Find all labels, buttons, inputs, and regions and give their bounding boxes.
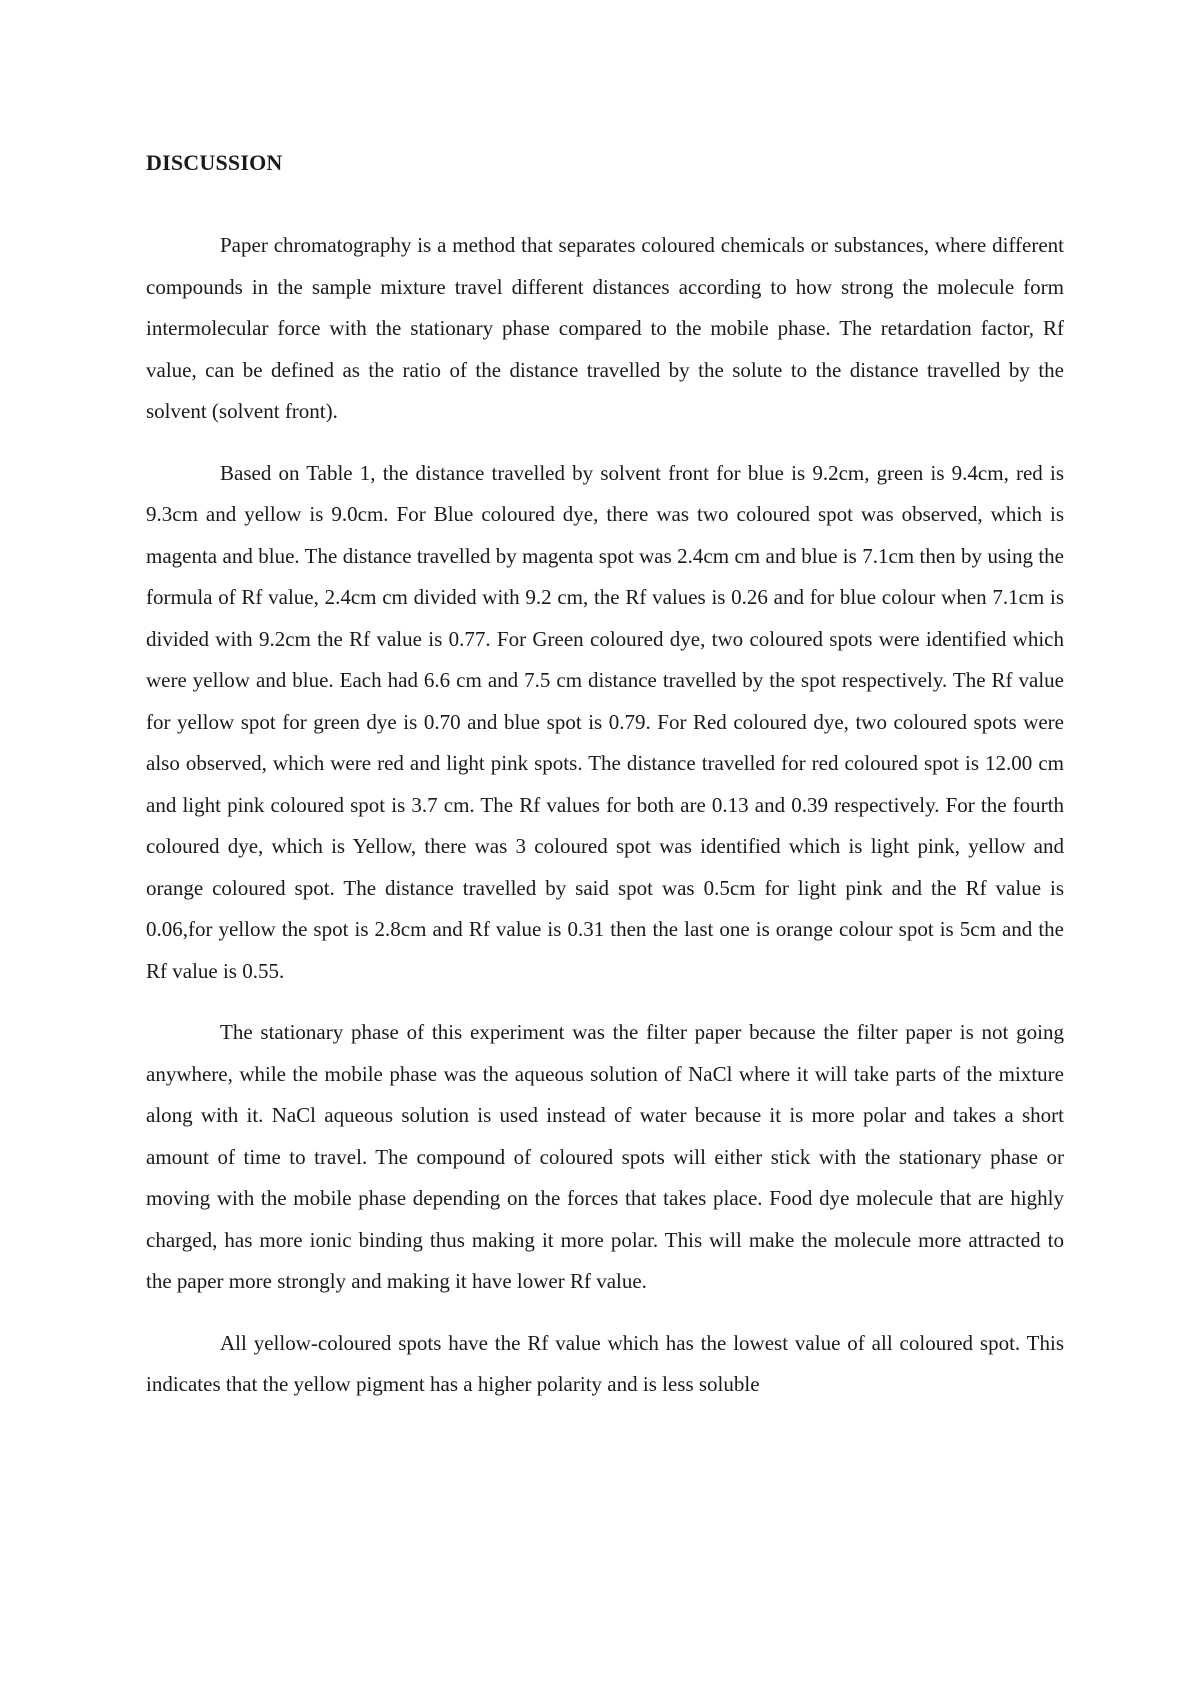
section-heading: DISCUSSION xyxy=(146,150,283,175)
paragraph-results: Based on Table 1, the distance travelled by solvent front for blue is 9.2cm, green is 9.4cm, red is 9.3cm and yellow is 9.0cm. For Blue coloured dye, there was two coloured spot was observed, which is magenta and blue. The distance travelled by magenta spot was 2.4cm cm and blue is 7.1cm then by using the formula of Rf value, 2.4cm cm divided with 9.2 cm, the Rf values is 0.26 and for blue colour when 7.1cm is divided with 9.2cm the Rf value is 0.77. For Green coloured dye, two coloured spots were identified which were yellow and blue. Each had 6.6 cm and 7.5 cm distance travelled by the spot respectively. The Rf value for yellow spot for green dye is 0.70 and blue spot is 0.79. For Red coloured dye, two coloured spots were also observed, which were red and light pink spots. The distance travelled for red coloured spot is 12.00 cm and light pink coloured spot is 3.7 cm. The Rf values for both are 0.13 and 0.39 respectively. For the fourth coloured dye, which is Yellow, there was 3 coloured spot was identified which is light pink, yellow and orange coloured spot. The distance travelled by said spot was 0.5cm for light pink and the Rf value is 0.06,for yellow the spot is 2.8cm and Rf value is 0.31 then the last one is orange colour spot is 5cm and the Rf value is 0.55. xyxy=(146,460,1064,983)
paragraph-yellow-spots: All yellow-coloured spots have the Rf value which has the lowest value of all coloured spot. This indicates that the yellow pigment has a higher polarity and is less soluble xyxy=(146,1330,1064,1396)
paragraph-phases: The stationary phase of this experiment was the filter paper because the filter paper is not going anywhere, while the mobile phase was the aqueous solution of NaCl where it will take parts of the mixture along with it. NaCl aqueous solution is used instead of water because it is more polar and takes a short amount of time to travel. The compound of coloured spots will either stick with the stationary phase or moving with the mobile phase depending on the forces that takes place. Food dye molecule that are highly charged, has more ionic binding thus making it more polar. This will make the molecule more attracted to the paper more strongly and making it have lower Rf value. xyxy=(146,1020,1064,1293)
document-body xyxy=(146,143,1064,1426)
paragraph-introduction: Paper chromatography is a method that separates coloured chemicals or substances, where different compounds in the sample mixture travel different distances according to how strong the molecule form intermolecular force with the stationary phase compared to the mobile phase. The retardation factor, Rf value, can be defined as the ratio of the distance travelled by the solute to the distance travelled by the solvent (solvent front). xyxy=(146,233,1064,423)
